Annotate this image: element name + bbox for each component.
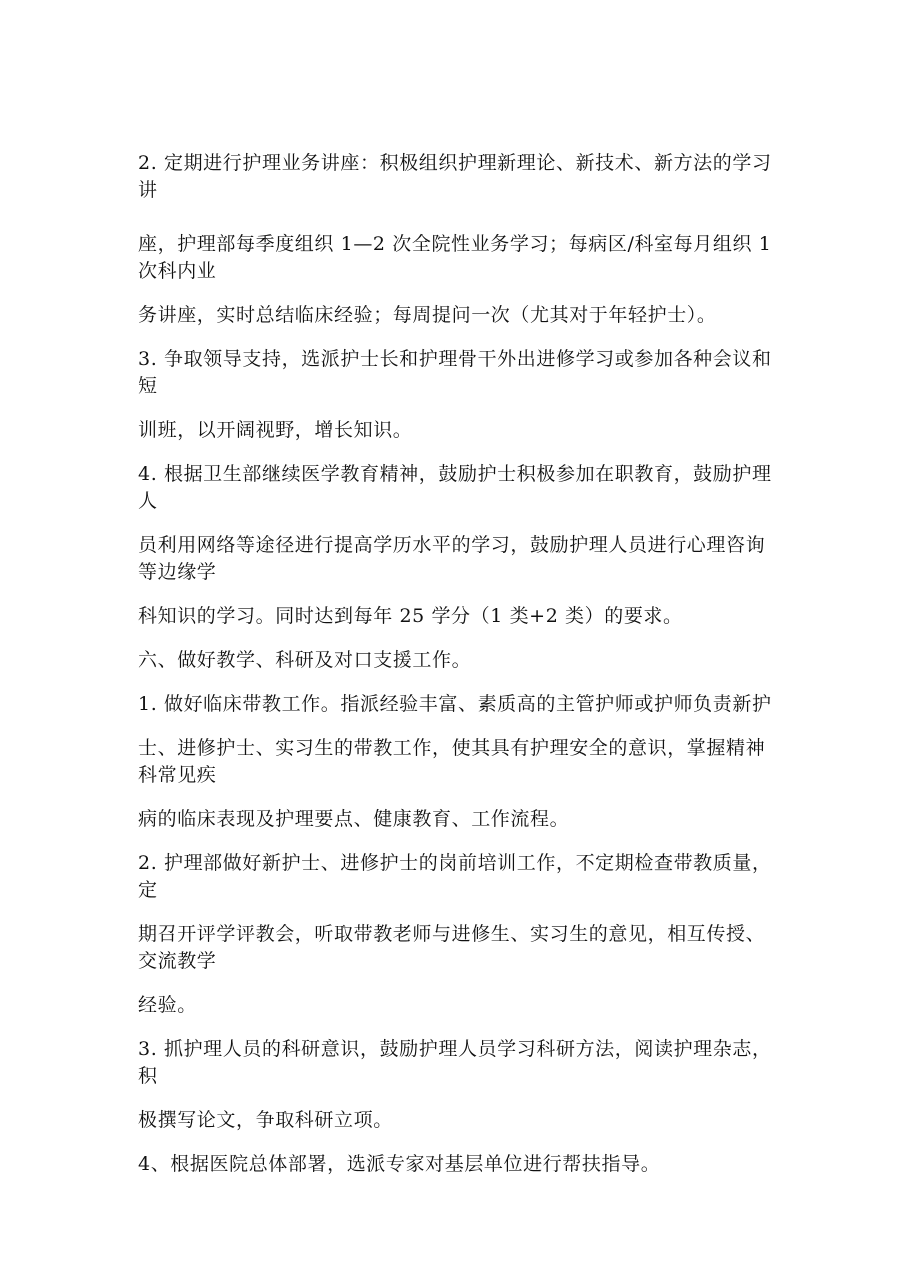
paragraph-15: 经验。 — [138, 994, 197, 1016]
paragraph-12: 病的临床表现及护理要点、健康教育、工作流程。 — [138, 808, 570, 830]
paragraph-17: 极撰写论文，争取科研立项。 — [138, 1109, 393, 1131]
paragraph-6: 4. 根据卫生部继续医学教育精神，鼓励护士积极参加在职教育，鼓励护理人 — [138, 463, 772, 512]
document-body — [138, 150, 778, 1178]
paragraph-5: 训班，以开阔视野，增长知识。 — [138, 419, 413, 441]
paragraph-10: 1. 做好临床带教工作。指派经验丰富、素质高的主管护师或护师负责新护 — [138, 693, 772, 715]
paragraph-4: 3. 争取领导支持，选派护士长和护理骨干外出进修学习或参加各种会议和短 — [138, 348, 772, 397]
paragraph-18: 4、根据医院总体部署，选派专家对基层单位进行帮扶指导。 — [138, 1153, 661, 1175]
paragraph-9: 六、做好教学、科研及对口支援工作。 — [138, 649, 472, 671]
paragraph-2: 座，护理部每季度组织 1—2 次全院性业务学习；每病区/科室每月组织 1 次科内业 — [138, 233, 779, 282]
paragraph-14: 期召开评学评教会，听取带教老师与进修生、实习生的意见，相互传授、交流教学 — [138, 923, 766, 972]
paragraph-3: 务讲座，实时总结临床经验；每周提问一次（尤其对于年轻护士）。 — [138, 304, 717, 326]
paragraph-11: 士、进修护士、实习生的带教工作，使其具有护理安全的意识，掌握精神科常见疾 — [138, 737, 766, 786]
paragraph-8: 科知识的学习。同时达到每年 25 学分（1 类+2 类）的要求。 — [138, 605, 683, 627]
paragraph-7: 员利用网络等途径进行提高学历水平的学习，鼓励护理人员进行心理咨询等边缘学 — [138, 534, 766, 583]
paragraph-13: 2. 护理部做好新护士、进修护士的岗前培训工作，不定期检查带教质量，定 — [138, 852, 772, 901]
paragraph-1: 2. 定期进行护理业务讲座：积极组织护理新理论、新技术、新方法的学习讲 — [138, 152, 772, 201]
paragraph-16: 3. 抓护理人员的科研意识，鼓励护理人员学习科研方法，阅读护理杂志，积 — [138, 1038, 772, 1087]
